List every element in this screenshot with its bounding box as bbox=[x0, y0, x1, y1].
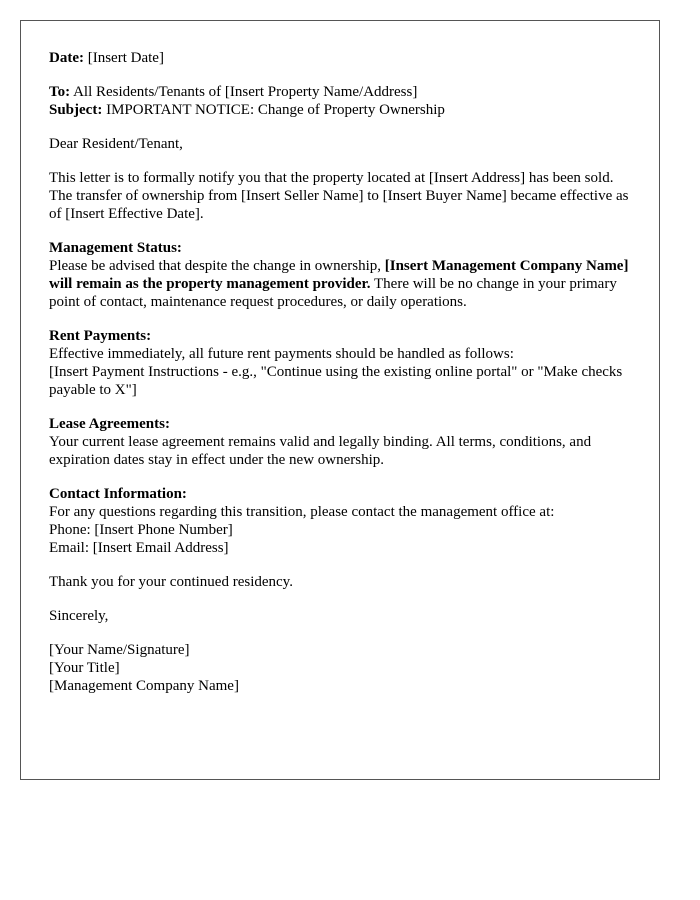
management-text-before: Please be advised that despite the change in ownership, bbox=[49, 258, 381, 274]
subject-label: Subject: bbox=[49, 102, 103, 118]
to-value: All Residents/Tenants of [Insert Property Name/Address] bbox=[73, 84, 418, 100]
to-line bbox=[49, 83, 631, 101]
rent-heading: Rent Payments: bbox=[49, 328, 152, 344]
intro-paragraph: This letter is to formally notify you that the property located at [Insert Address] has been sold. The transfer of ownership from [Insert Seller Name] to [Insert Buyer Name] became effective as of [Insert Effective Date]. bbox=[49, 170, 629, 222]
management-text-after: There will be no change in your primary point of contact, maintenance request procedures, or daily operations. bbox=[49, 276, 617, 310]
management-section bbox=[49, 239, 631, 311]
date-label: Date: bbox=[49, 50, 84, 66]
management-heading: Management Status: bbox=[49, 240, 182, 256]
contact-section bbox=[49, 485, 631, 557]
rent-section bbox=[49, 327, 631, 399]
letter-page bbox=[20, 20, 660, 780]
recipient-block bbox=[49, 83, 631, 119]
signature-block bbox=[49, 641, 631, 695]
contact-email: Email: [Insert Email Address] bbox=[49, 540, 229, 556]
management-text-bold: [Insert Management Company Name] will remain as the property management provider. bbox=[49, 258, 629, 292]
thanks-line: Thank you for your continued residency. bbox=[49, 574, 293, 590]
signature-company: [Management Company Name] bbox=[49, 678, 239, 694]
contact-heading: Contact Information: bbox=[49, 486, 187, 502]
closing-line: Sincerely, bbox=[49, 608, 109, 624]
to-label: To: bbox=[49, 84, 71, 100]
subject-value: IMPORTANT NOTICE: Change of Property Ownership bbox=[106, 102, 445, 118]
lease-section bbox=[49, 415, 631, 469]
date-line bbox=[49, 49, 631, 67]
greeting: Dear Resident/Tenant, bbox=[49, 136, 183, 152]
subject-line bbox=[49, 101, 631, 119]
date-value: [Insert Date] bbox=[87, 50, 164, 66]
signature-title: [Your Title] bbox=[49, 660, 120, 676]
rent-line-2: [Insert Payment Instructions - e.g., "Continue using the existing online portal" or "Make checks payable to X"] bbox=[49, 364, 623, 398]
signature-name: [Your Name/Signature] bbox=[49, 642, 190, 658]
contact-line-1: For any questions regarding this transition, please contact the management office at: bbox=[49, 504, 555, 520]
lease-heading: Lease Agreements: bbox=[49, 416, 170, 432]
rent-line-1: Effective immediately, all future rent payments should be handled as follows: bbox=[49, 346, 514, 362]
lease-text: Your current lease agreement remains valid and legally binding. All terms, conditions, and expiration dates stay in effect under the new ownership. bbox=[49, 434, 592, 468]
contact-phone: Phone: [Insert Phone Number] bbox=[49, 522, 233, 538]
